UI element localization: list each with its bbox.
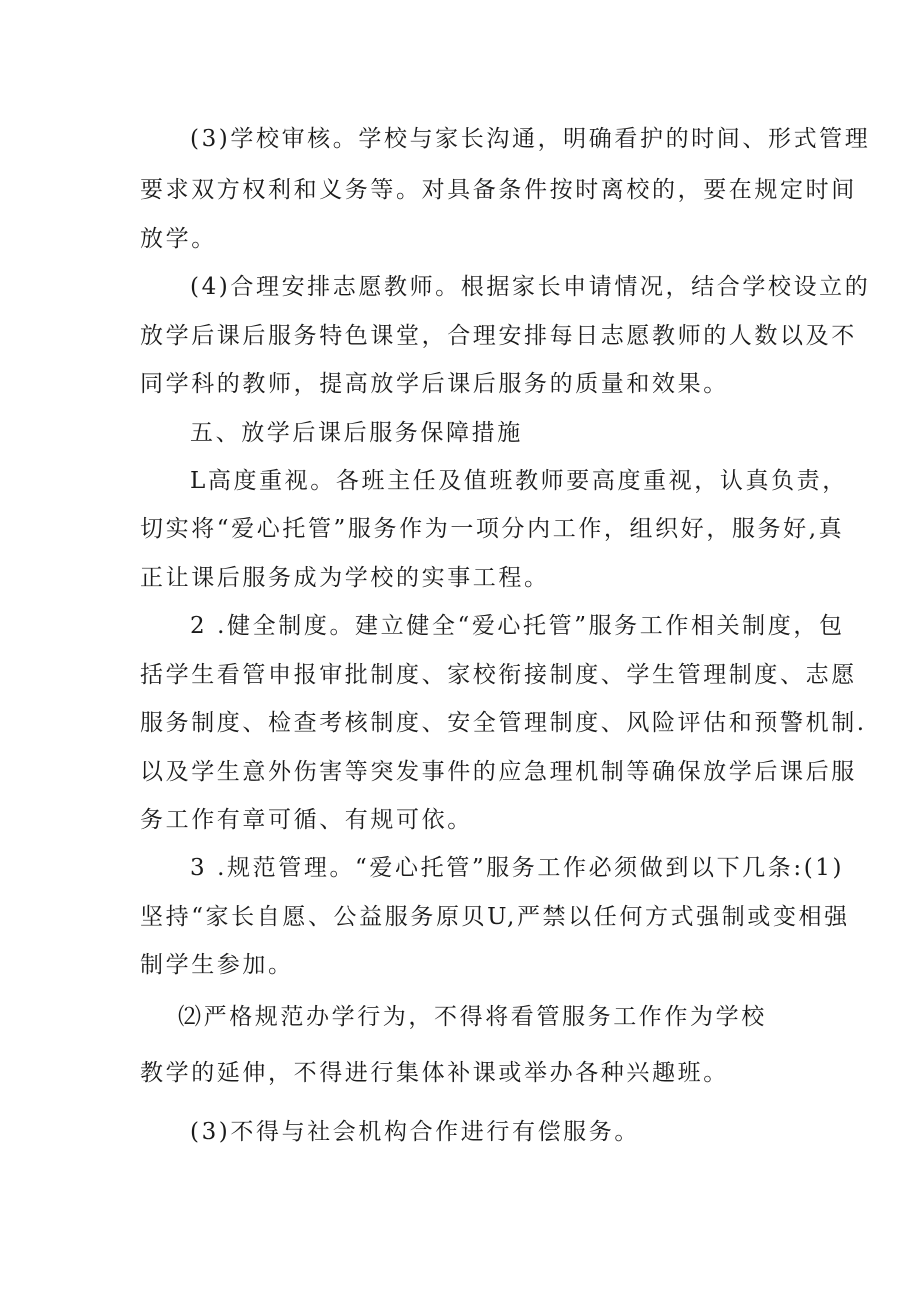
section-heading: 五、放学后课后服务保障措施 bbox=[190, 420, 523, 446]
text-line: 正让课后服务成为学校的实事工程。 bbox=[140, 565, 550, 591]
text-line: 坚持“家长自愿、公益服务原贝U,严禁以任何方式强制或变相强 bbox=[140, 904, 850, 930]
text-line: 务工作有章可循、有规可依。 bbox=[140, 807, 473, 833]
text-line: 2 .健全制度。建立健全“爱心托管”服务工作相关制度，包 bbox=[190, 613, 845, 639]
text-line: L高度重视。各班主任及值班教师要高度重视，认真负责， bbox=[190, 468, 848, 494]
text-line: 制学生参加。 bbox=[140, 952, 294, 978]
text-line: 切实将“爱心托管”服务作为一项分内工作，组织好，服务好,真 bbox=[140, 516, 845, 542]
text-line: ⑵严格规范办学行为，不得将看管服务工作作为学校 bbox=[178, 1004, 767, 1030]
text-line: 教学的延伸，不得进行集体补课或举办各种兴趣班。 bbox=[140, 1060, 729, 1086]
text-line: (4)合理安排志愿教师。根据家长申请情况，结合学校设立的 bbox=[190, 274, 871, 300]
text-line: (3)学校审核。学校与家长沟通，明确看护的时间、形式管理 bbox=[190, 126, 871, 152]
text-line: 3 .规范管理。“爱心托管”服务工作必须做到以下几条:(1) bbox=[190, 855, 845, 881]
text-line: 括学生看管申报审批制度、家校衔接制度、学生管理制度、志愿 bbox=[140, 662, 857, 688]
text-line: 同学科的教师，提高放学后课后服务的质量和效果。 bbox=[140, 371, 729, 397]
text-line: 放学。 bbox=[140, 226, 217, 252]
text-line: 放学后课后服务特色课堂，合理安排每日志愿教师的人数以及不 bbox=[140, 323, 857, 349]
text-line: (3)不得与社会机构合作进行有偿服务。 bbox=[190, 1119, 640, 1145]
text-line: 服务制度、检查考核制度、安全管理制度、风险评估和预警机制. bbox=[140, 710, 867, 736]
text-line: 以及学生意外伤害等突发事件的应急理机制等确保放学后课后服 bbox=[140, 759, 857, 785]
text-line: 要求双方权利和义务等。对具备条件按时离校的，要在规定时间 bbox=[140, 177, 857, 203]
